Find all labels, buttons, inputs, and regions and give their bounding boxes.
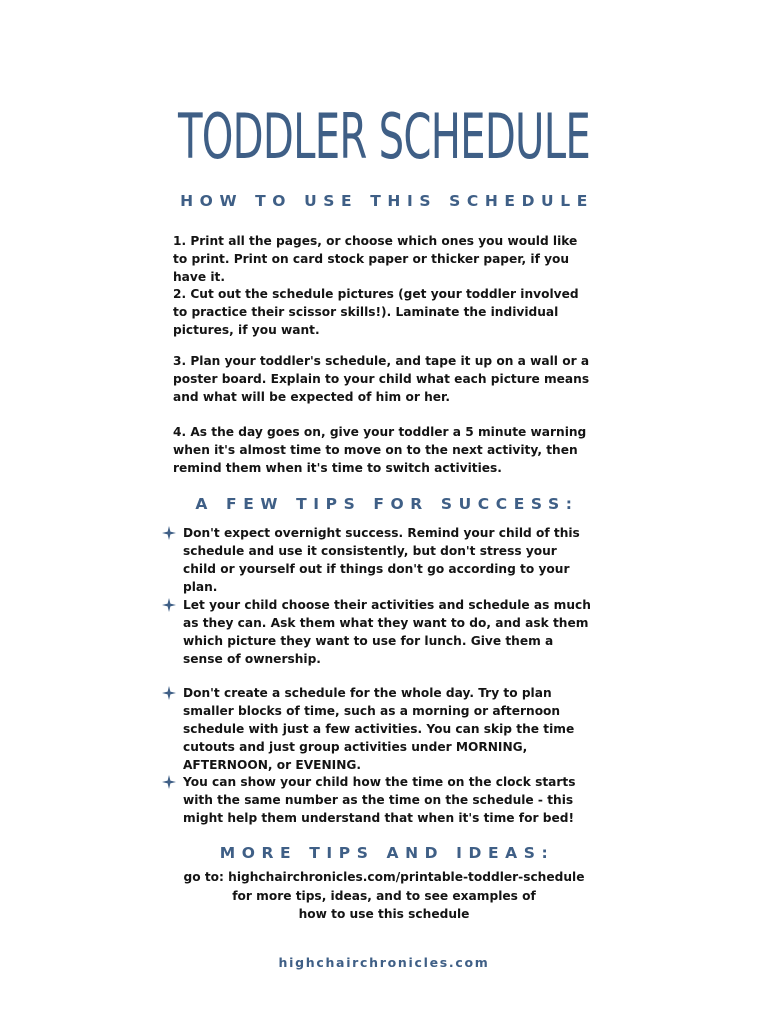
four-point-star-icon: [162, 684, 178, 702]
more-tips-line: for more tips, ideas, and to see examples of: [232, 888, 536, 903]
more-tips-heading: MORE TIPS AND IDEAS:: [219, 844, 555, 862]
tip-text: You can show your child how the time on the clock starts with the same number as the time on the schedule - this might help them understand that when it's time for bed!: [183, 775, 576, 825]
footer-website: highchairchronicles.com: [278, 955, 490, 970]
step-2: 2. Cut out the schedule pictures (get your toddler involved to practice their scissor skills!). Laminate the individual pictures, if you want.: [173, 287, 579, 337]
more-tips-text: [0, 868, 768, 924]
tip-text: Don't expect overnight success. Remind your child of this schedule and use it consistently, but don't stress your child or yourself out if things don't go according to your plan.: [183, 526, 580, 594]
four-point-star-icon: [162, 596, 178, 614]
how-to-heading: HOW TO USE THIS SCHEDULE: [180, 192, 594, 210]
tip-text: Don't create a schedule for the whole day. Try to plan smaller blocks of time, such as a morning or afternoon schedule with just a few activities. You can skip the time cutouts and just group activities under MORNING, AFTERNOON, or EVENING.: [183, 686, 575, 772]
step-3: 3. Plan your toddler's schedule, and tape it up on a wall or a poster board. Explain to your child what each picture means and what will be expected of him or her.: [173, 354, 590, 404]
four-point-star-icon: [162, 524, 178, 542]
more-tips-url-line: go to: highchairchronicles.com/printable-toddler-schedule: [183, 870, 585, 884]
more-tips-line: how to use this schedule: [298, 907, 470, 921]
four-point-star-icon: [162, 773, 178, 791]
tips-heading: A FEW TIPS FOR SUCCESS:: [195, 495, 579, 513]
tip-text: Let your child choose their activities and schedule as much as they can. Ask them what they want to do, and ask them which picture they want to use for lunch. Give them a sense of ownership.: [183, 598, 591, 666]
step-1: 1. Print all the pages, or choose which ones you would like to print. Print on card stock paper or thicker paper, if you have it.: [173, 234, 578, 284]
page-title: TODDLER SCHEDULE: [177, 100, 591, 173]
step-4: 4. As the day goes on, give your toddler a 5 minute warning when it's almost time to move on to the next activity, then remind them when it's time to switch activities.: [173, 425, 587, 475]
